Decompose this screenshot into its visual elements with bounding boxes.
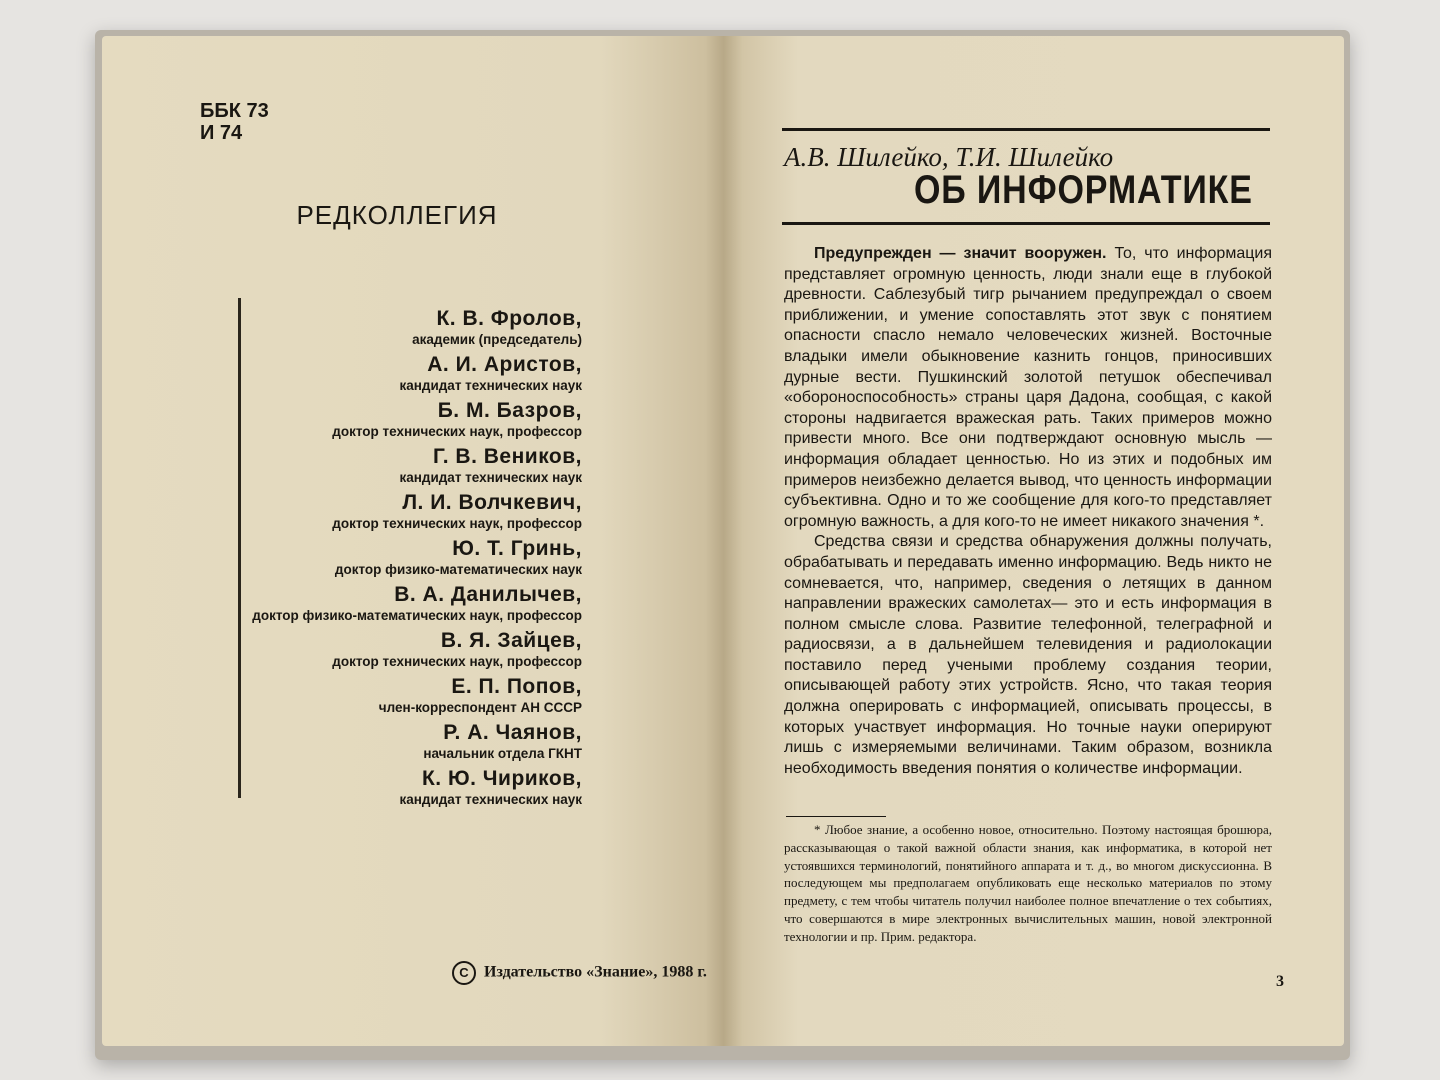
footnote: * Любое знание, а особенно новое, относительно. Поэтому настоящая брошюра, рассказывающая о такой важной области знания, как информатика, в которой нет устоявшихся терминологий, понятийного аппарата и т. д., во многом дискуссионна. В последующем мы предполагаем опубликовать еще несколько материалов по этому предмету, с тем чтобы читатель получил наиболее полное впечатление о тех событиях, что совершаются в мире электронных вычислительных машин, новой электронной технологии и пр. Прим. редактора. <box>784 822 1272 944</box>
member-role: кандидат технических наук <box>399 470 582 485</box>
right-page <box>724 36 1344 1046</box>
body-text <box>784 244 1272 779</box>
board-member <box>252 628 582 670</box>
board-member <box>252 444 582 486</box>
title-rule-top <box>782 128 1270 131</box>
paragraph-text: То, что информация представляет огромную ценность, люди знали еще в глубокой древности. Саблезубый тигр рычанием предупреждал о своем приближении, и умение сопоставлять этот звук с понятием опасности спасло немало человеческих жизней. Восточные владыки имели обыкновение казнить гонцов, приносивших дурные вести. Пушкинский золотой петушок обеспечивал «обороноспособность» страны царя Дадона, сообщая, с какой стороны надвигается вражеская рать. Таких примеров можно привести много. Все они подтверждают основную мысль — информация обладает ценностью. Но из этих и подобных им примеров неизбежно делается вывод, что ценность информации субъективна. Одно и то же сообщение для кого-то представляет огромную важность, а для кого-то не имеет никакого значения *. <box>784 245 1272 530</box>
member-name: К. Ю. Чириков, <box>421 767 582 790</box>
paragraph: Средства связи и средства обнаружения должны получать, обрабатывать и передавать именно информацию. Ведь никто не сомневается, что, например, сведения о летящих в данном направлении вражеских самолетах— это и есть информация в полном смысле слова. Развитие телефонной, телеграфной и радиосвязи, а в дальнейшем телевидения и радиолокации поставило перед учеными проблему создания теории, описывающей работу этих устройств. Ясно, что такая теория должна оперировать с информацией, описывать процессы, в которых участвует информация. Но точные науки оперируют лишь с измеряемыми величинами. Таким образом, возникла необходимость введения понятия о количестве информации. <box>784 533 1272 777</box>
board-member <box>252 582 582 624</box>
board-member <box>252 766 582 808</box>
editorial-board-list <box>252 306 582 812</box>
copyright-line <box>452 961 707 985</box>
member-role: кандидат технических наук <box>399 792 582 807</box>
library-classification <box>200 100 269 144</box>
member-name: Е. П. Попов, <box>451 675 582 698</box>
board-member <box>252 398 582 440</box>
board-member <box>252 536 582 578</box>
copyright-icon: C <box>452 961 476 985</box>
paragraph <box>784 244 1272 532</box>
board-member <box>252 720 582 762</box>
member-name: Ю. Т. Гринь, <box>452 537 582 560</box>
lead-phrase: Предупрежден — значит вооружен. <box>814 245 1107 262</box>
member-name: А. И. Аристов, <box>427 353 582 376</box>
member-name: Р. А. Чаянов, <box>443 721 582 744</box>
author-index: И 74 <box>200 122 243 144</box>
member-role: кандидат технических наук <box>399 378 582 393</box>
member-role: доктор технических наук, профессор <box>332 654 582 669</box>
vertical-rule <box>238 298 241 798</box>
member-role: доктор технических наук, профессор <box>332 516 582 531</box>
member-name: В. Я. Зайцев, <box>440 629 582 652</box>
member-role: начальник отдела ГКНТ <box>423 746 582 761</box>
member-role: член-корреспондент АН СССР <box>378 700 582 715</box>
work-title: ОБ ИНФОРМАТИКЕ <box>914 168 1253 212</box>
bbk-code: ББК 73 <box>200 100 269 122</box>
member-role: доктор технических наук, профессор <box>332 424 582 439</box>
member-name: Г. В. Веников, <box>432 445 582 468</box>
title-rule-bottom <box>782 222 1270 225</box>
member-name: Б. М. Базров, <box>437 399 582 422</box>
member-role: академик (председатель) <box>412 332 582 347</box>
member-role: доктор физико-математических наук <box>334 562 582 577</box>
authors: А.В. Шилейко, Т.И. Шилейко <box>784 142 1114 172</box>
page-number: 3 <box>1276 973 1284 990</box>
board-member <box>252 674 582 716</box>
member-name: К. В. Фролов, <box>436 307 582 330</box>
editorial-board-title: РЕДКОЛЛЕГИЯ <box>296 200 498 230</box>
member-name: В. А. Данилычев, <box>394 583 582 606</box>
board-member <box>252 352 582 394</box>
left-page <box>102 36 724 1046</box>
member-name: Л. И. Волчкевич, <box>402 491 582 514</box>
copyright-text: Издательство «Знание», 1988 г. <box>484 963 707 981</box>
board-member <box>252 306 582 348</box>
board-member <box>252 490 582 532</box>
footnote-rule <box>786 816 886 817</box>
member-role: доктор физико-математических наук, профессор <box>252 608 582 623</box>
